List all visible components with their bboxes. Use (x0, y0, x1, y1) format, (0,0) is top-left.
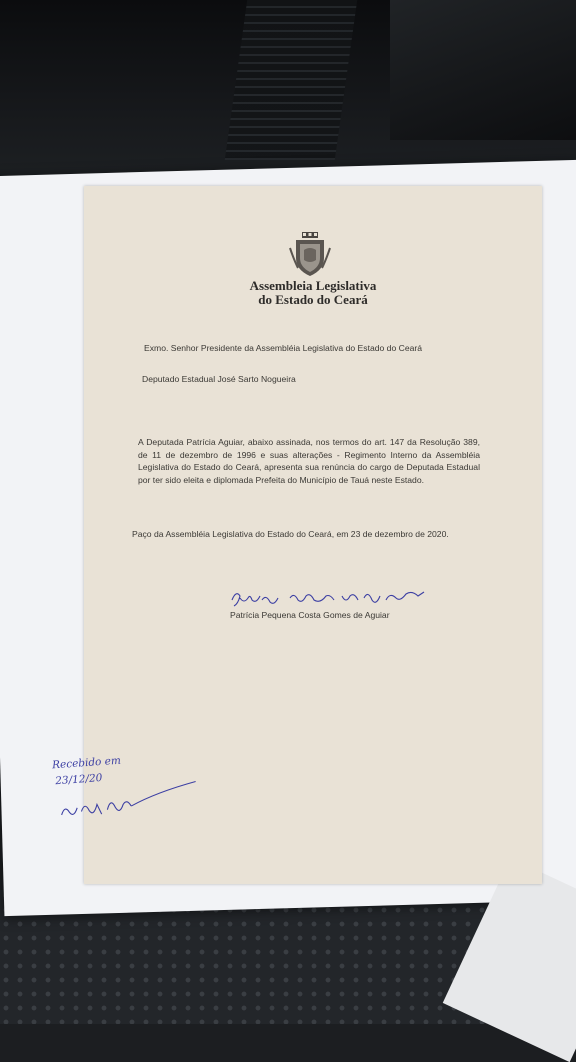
coat-of-arms-icon (288, 230, 332, 278)
body-paragraph: A Deputada Patrícia Aguiar, abaixo assinada, nos termos do art. 147 da Resolução 389, de 11 de dezembro de 1996 e suas alterações - Regimento Interno da Assembléia Legislativa do Estado do Ceará, apresenta sua renúncia do cargo de Deputada Estadual por ter sido eleita e diplomada Prefeita do Município de Tauá neste Estado. (138, 437, 480, 485)
receipt-annotation (51, 749, 209, 829)
letter-document (51, 186, 542, 884)
salutation: Exmo. Senhor Presidente da Assembléia Legislativa do Estado do Ceará (144, 343, 423, 353)
institution-name: Assembleia Legislativa (249, 278, 377, 293)
dashboard-panel (390, 0, 576, 140)
annotation-date: 23/12/20 (54, 771, 103, 788)
air-vent (225, 0, 357, 160)
institution-subtitle: do Estado do Ceará (258, 292, 368, 307)
place-and-date: Paço da Assembléia Legislativa do Estado do Ceará, em 23 de dezembro de 2020. (132, 529, 449, 539)
recipient: Deputado Estadual José Sarto Nogueira (142, 374, 296, 384)
annotation-received: Recebido em (51, 754, 122, 772)
annotation-initials (56, 779, 208, 829)
signer-name: Patrícia Pequena Costa Gomes de Aguiar (230, 610, 390, 620)
